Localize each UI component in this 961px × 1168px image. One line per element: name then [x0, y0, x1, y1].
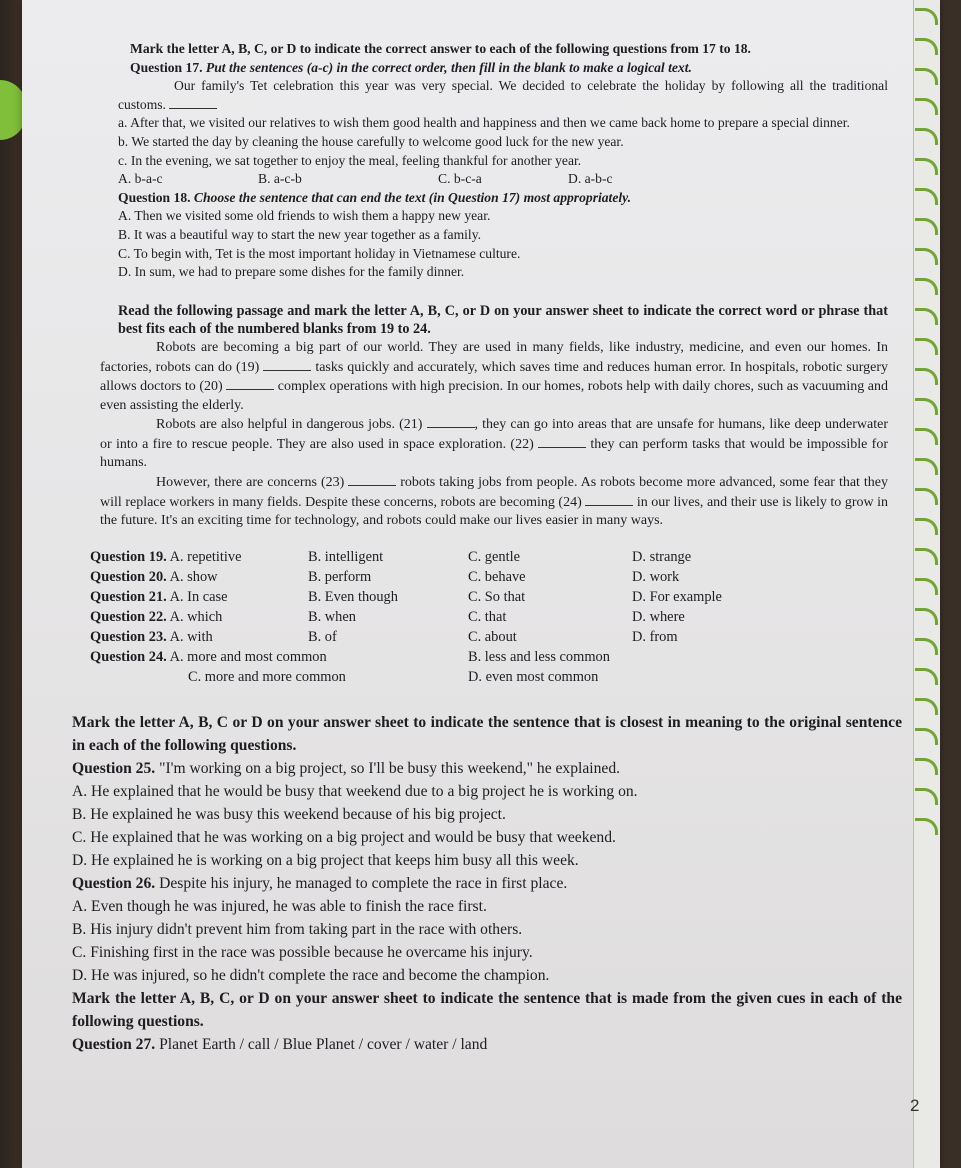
option-b[interactable]: B. His injury didn't prevent him from taking part in the race with others.	[72, 920, 523, 938]
lower-section	[72, 711, 902, 1056]
option-a[interactable]: A. show	[169, 568, 218, 585]
blank-20[interactable]	[226, 377, 274, 390]
sentence-a: a. After that, we visited our relatives to wish them good health and happiness and then we came back home to prepare a special dinner.	[118, 115, 850, 131]
question-26-text: Despite his injury, he managed to complete the race in first place.	[159, 874, 568, 892]
option-b[interactable]: B. He explained he was busy this weekend because of his big project.	[72, 805, 506, 823]
option-c[interactable]: C. b-c-a	[438, 171, 482, 187]
blank-19[interactable]	[263, 358, 311, 371]
option-c[interactable]: C. about	[468, 628, 517, 645]
question-label: Question 24.	[90, 648, 167, 665]
blank-22[interactable]	[538, 435, 586, 448]
question-label: Question 23.	[90, 628, 167, 645]
page-number: 2	[910, 1096, 920, 1115]
option-a[interactable]: A. more and most common	[169, 648, 327, 665]
option-d[interactable]: D. strange	[632, 548, 692, 565]
question-17-title: Question 17.	[130, 59, 203, 75]
passage-paragraph-1: Robots are becoming a big part of our world. They are used in many fields, like industry, medicine, and even our homes. In factories, robots can do (19) tasks quickly and accurately, which saves time and reduces human error. In hospitals, robotic surgery allows doctors to (20) complex operations with high precision. In our homes, robots help with daily chores, such as vacuuming and even assisting the elderly.	[100, 339, 889, 413]
instruction-27: Mark the letter A, B, C, or D on your answer sheet to indicate the sentence that is made from the given cues in each of the following questions.	[72, 989, 902, 1030]
sentence-b: b. We started the day by cleaning the house carefully to welcome good luck for the new year.	[118, 133, 624, 149]
instruction-25-26: Mark the letter A, B, C or D on your answer sheet to indicate the sentence that is closest in meaning to the original sentence in each of the following questions.	[72, 713, 902, 754]
question-27-text: Planet Earth / call / Blue Planet / cover / water / land	[159, 1035, 488, 1053]
question-17-prompt: Put the sentences (a-c) in the correct order, then fill in the blank to make a logical text.	[205, 59, 692, 75]
option-d[interactable]: D. from	[632, 628, 678, 645]
question-label: Question 21.	[90, 588, 167, 605]
option-a[interactable]: A. with	[169, 628, 213, 645]
option-a[interactable]: A. which	[169, 608, 223, 625]
question-25-title: Question 25.	[72, 759, 156, 777]
option-c[interactable]: C. behave	[468, 568, 526, 585]
option-c[interactable]: C. that	[468, 608, 507, 625]
question-row-22	[90, 607, 722, 627]
question-label: Question 19.	[90, 548, 167, 565]
question-26-stem	[72, 872, 902, 895]
option-b[interactable]: B. It was a beautiful way to start the new year together as a family.	[118, 226, 482, 242]
option-c[interactable]: C. He explained that he was working on a big project and would be busy that weekend.	[72, 828, 616, 846]
question-row-24	[90, 647, 722, 667]
question-row-20	[90, 567, 722, 587]
question-label: Question 22.	[90, 608, 167, 625]
worksheet-content	[72, 40, 902, 1056]
question-label: Question 20.	[90, 568, 167, 585]
question-25-stem	[72, 757, 902, 780]
question-18-header	[78, 189, 888, 208]
question-row-24-cont	[90, 667, 722, 687]
blank-21[interactable]	[427, 415, 475, 428]
mcq-table	[90, 547, 722, 687]
passage-paragraph-2: Robots are also helpful in dangerous jobs. (21) , they can go into areas that are unsafe for humans, like deep underwater or into a fire to rescue people. They are also used in space exploration. (22) they can perform tasks that would be impossible for humans.	[100, 417, 888, 471]
option-b[interactable]: B. Even though	[308, 588, 398, 605]
answer-blank[interactable]	[169, 96, 217, 109]
question-27-stem	[72, 1033, 902, 1056]
option-b[interactable]: B. perform	[308, 568, 372, 585]
passage-paragraph-3: However, there are concerns (23) robots taking jobs from people. As robots become more advanced, some fear that they will replace workers in many fields. Despite these concerns, robots are becoming (24) in our lives, and their use is likely to grow in the future. It's an exciting time for technology, and robots could make our lives easier in many ways.	[100, 475, 889, 529]
blank-24[interactable]	[585, 493, 633, 506]
option-c[interactable]: C. So that	[468, 588, 526, 605]
option-b[interactable]: B. less and less common	[468, 648, 610, 665]
question-25-text: "I'm working on a big project, so I'll be busy this weekend," he explained.	[159, 759, 621, 777]
question-17-header	[78, 59, 888, 78]
question-row-21	[90, 587, 722, 607]
option-b[interactable]: B. intelligent	[308, 548, 384, 565]
option-b[interactable]: B. of	[308, 628, 337, 645]
instruction-17-18: Mark the letter A, B, C, or D to indicate the correct answer to each of the following questions from 17 to 18.	[130, 41, 751, 56]
option-a[interactable]: A. He explained that he would be busy that weekend due to a big project he is working on.	[72, 782, 638, 800]
question-17-intro-text: Our family's Tet celebration this year was very special. We decided to celebrate the holiday by following all the traditional customs.	[118, 78, 888, 112]
question-18-prompt: Choose the sentence that can end the text (in Question 17) most appropriately.	[193, 189, 632, 205]
option-d[interactable]: D. In sum, we had to prepare some dishes for the family dinner.	[118, 264, 465, 280]
option-d[interactable]: D. He explained he is working on a big project that keeps him busy all this week.	[72, 851, 579, 869]
option-a[interactable]: A. In case	[169, 588, 228, 605]
option-c[interactable]: C. gentle	[468, 548, 520, 565]
option-d[interactable]: D. work	[632, 568, 680, 585]
option-d[interactable]: D. where	[632, 608, 685, 625]
sentence-c: c. In the evening, we sat together to enjoy the meal, feeling thankful for another year.	[118, 152, 582, 168]
question-18-title: Question 18.	[118, 189, 191, 205]
option-c[interactable]: C. Finishing first in the race was possible because he overcame his injury.	[72, 943, 533, 961]
option-d[interactable]: D. He was injured, so he didn't complete the race and become the champion.	[72, 966, 550, 984]
blank-23[interactable]	[348, 473, 396, 486]
option-a[interactable]: A. b-a-c	[118, 171, 163, 187]
spiral-binding	[913, 0, 940, 1168]
option-c[interactable]: C. more and more common	[188, 668, 346, 685]
question-26-title: Question 26.	[72, 874, 156, 892]
option-d[interactable]: D. even most common	[468, 668, 599, 685]
question-27-title: Question 27.	[72, 1035, 156, 1053]
option-a[interactable]: A. Even though he was injured, he was able to finish the race first.	[72, 897, 487, 915]
option-a[interactable]: A. Then we visited some old friends to wish them a happy new year.	[118, 208, 491, 224]
question-row-23	[90, 627, 722, 647]
option-a[interactable]: A. repetitive	[169, 548, 242, 565]
question-17-options	[78, 170, 888, 189]
option-b[interactable]: B. a-c-b	[258, 171, 302, 187]
option-d[interactable]: D. For example	[632, 588, 722, 605]
question-17-intro	[78, 77, 888, 114]
instruction-19-24: Read the following passage and mark the letter A, B, C, or D on your answer sheet to indicate the correct word or phrase that best fits each of the numbered blanks from 19 to 24.	[118, 302, 888, 338]
option-c[interactable]: C. To begin with, Tet is the most important holiday in Vietnamese culture.	[118, 245, 521, 261]
question-row-19	[90, 547, 722, 567]
option-d[interactable]: D. a-b-c	[568, 171, 613, 187]
option-b[interactable]: B. when	[308, 608, 356, 625]
